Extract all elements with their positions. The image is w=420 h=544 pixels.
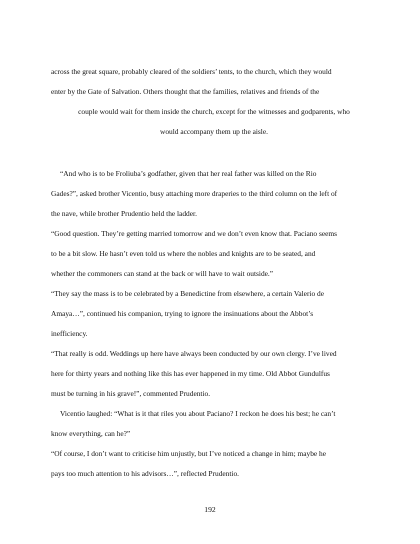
paragraph-gap — [51, 142, 377, 164]
text-line: pays too much attention to his advisors…”, reflected Prudentio. — [51, 469, 240, 478]
text-line: enter by the Gate of Salvation. Others thought that the families, relatives and friends of the — [51, 87, 320, 96]
text-line: Vicentio laughed: “What is it that riles you about Paciano? I reckon he does his best; he can’t — [60, 409, 336, 418]
body-text — [51, 62, 377, 484]
text-line: whether the commoners can stand at the back or will have to wait outside.” — [51, 269, 274, 278]
text-line: “Good question. They’re getting married tomorrow and we don’t even know that. Paciano seems — [51, 229, 338, 238]
text-line: would accompany them up the aisle. — [160, 127, 268, 136]
text-line: Amaya…”, continued his companion, trying to ignore the insinuations about the Abbot’s — [51, 309, 314, 318]
text-line: the nave, while brother Prudentio held the ladder. — [51, 209, 197, 218]
text-line: inefficiency. — [51, 329, 88, 338]
text-line: to be a bit slow. He hasn’t even told us where the nobles and knights are to be seated, and — [51, 249, 316, 258]
page-number: 192 — [204, 505, 216, 514]
text-line: across the great square, probably cleared of the soldiers’ tents, to the church, which they would — [51, 67, 332, 76]
text-line: couple would wait for them inside the church, except for the witnesses and godparents, who — [78, 107, 350, 116]
text-line: “That really is odd. Weddings up here have always been conducted by our own clergy. I’ve lived — [51, 349, 337, 358]
text-line: “Of course, I don’t want to criticise him unjustly, but I’ve noticed a change in him; maybe he — [51, 449, 327, 458]
text-line: must be turning in his grave!”, commented Prudentio. — [51, 389, 211, 398]
text-line: “They say the mass is to be celebrated by a Benedictine from elsewhere, a certain Valerio de — [51, 289, 324, 298]
text-line: here for thirty years and nothing like this has ever happened in my time. Old Abbot Gundulfus — [51, 369, 330, 378]
text-line: know everything, can he?” — [51, 429, 131, 438]
text-line: Gades?”, asked brother Vicentio, busy attaching more draperies to the third column on the left of — [51, 189, 338, 198]
text-line: “And who is to be Froliuba’s godfather, given that her real father was killed on the Rio — [60, 169, 317, 178]
